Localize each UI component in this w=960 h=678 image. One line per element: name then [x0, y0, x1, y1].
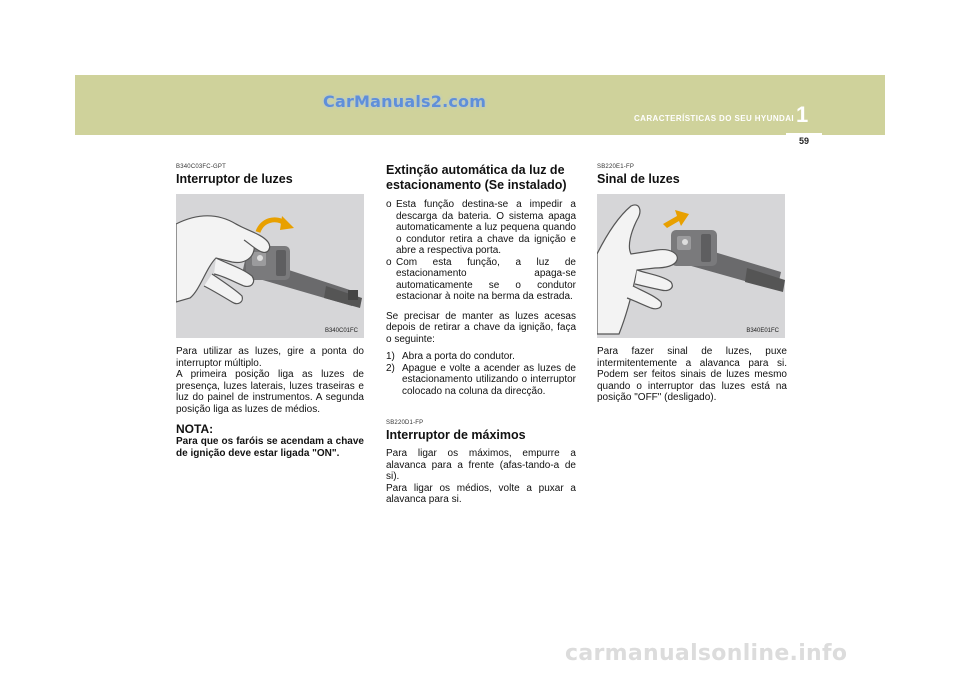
- hand-turning-switch-illustration: [176, 194, 364, 338]
- bullet-mark: o: [386, 256, 392, 268]
- note-title: NOTA:: [176, 422, 214, 436]
- site-logo[interactable]: CarManuals2.com: [323, 92, 487, 111]
- paragraph: A primeira posição liga as luzes de presença, luzes laterais, luzes traseiras e luz do painel de instrumentos. A segunda posição liga as luzes de médios.: [176, 369, 364, 415]
- paragraph: Para utilizar as luzes, gire a ponta do interruptor múltiplo.: [176, 346, 364, 369]
- figure-code: B340C01FC: [324, 328, 358, 334]
- bullet-text: Esta função destina-se a impedir a descarga da bateria. O sistema apaga automaticamente a luz pequena quando o condutor retira a chave da ignição e abre a respectiva porta.: [396, 199, 576, 256]
- paragraph: Se precisar de manter as luzes acesas depois de retirar a chave da ignição, faça o seguinte:: [386, 310, 576, 345]
- section-heading: Interruptor de luzes: [176, 172, 293, 186]
- section-heading: Extinção automática da luz de estacionamento (Se instalado): [386, 163, 567, 192]
- paragraph: Para fazer sinal de luzes, puxe intermitentemente a alavanca para si. Podem ser feitos sinais de luzes mesmo quando o interruptor das luzes está na posição "OFF" (desligado).: [597, 346, 787, 403]
- chapter-number: 1: [796, 102, 809, 127]
- note-body: Para que os faróis se acendam a chave de ignição deve estar ligada "ON".: [176, 436, 364, 459]
- section-heading: Sinal de luzes: [597, 172, 680, 186]
- section-code: SB220E1-FP: [597, 164, 635, 170]
- list-item: [386, 351, 576, 363]
- footer-watermark: carmanualsonline.info: [565, 641, 848, 666]
- hand-pulling-lever-illustration: [597, 194, 785, 338]
- chapter-title: CARACTERÍSTICAS DO SEU HYUNDAI: [633, 114, 794, 123]
- paragraph: Para ligar os máximos, empurre a alavanca para a frente (afas-tando-a de si).: [386, 448, 576, 482]
- section-code: B340C03FC-GPT: [176, 164, 226, 170]
- page-number: 59: [798, 136, 809, 146]
- bullet-mark: o: [386, 199, 392, 210]
- paragraph: Para ligar os médios, volte a puxar a alavanca para si.: [386, 482, 576, 505]
- column-light-switch: [176, 163, 364, 459]
- column-flash-signal: [597, 163, 787, 404]
- bullet-list: [386, 199, 576, 303]
- flash-signal-figure: [597, 194, 785, 338]
- section-code: SB220D1-FP: [386, 420, 424, 426]
- step-mark: 1): [386, 351, 395, 362]
- bullet-text: Com esta função, a luz de estacionamento apaga-se automaticamente se o condutor estacionar à noite na berma da estrada.: [396, 256, 576, 302]
- list-item: [386, 199, 576, 257]
- high-beam-section: [386, 419, 576, 506]
- light-switch-figure: [176, 194, 364, 338]
- step-text: Abra a porta do condutor.: [402, 351, 515, 362]
- column-auto-parking-light: [386, 163, 576, 506]
- step-mark: 2): [386, 362, 395, 374]
- figure-code: B340E01FC: [746, 328, 779, 334]
- numbered-list: [386, 351, 576, 397]
- section-heading: Interruptor de máximos: [386, 428, 526, 442]
- step-text: Apague e volte a acender as luzes de estacionamento utilizando o interruptor colocado na coluna da direcção.: [402, 362, 576, 397]
- list-item: [386, 257, 576, 303]
- list-item: [386, 363, 576, 398]
